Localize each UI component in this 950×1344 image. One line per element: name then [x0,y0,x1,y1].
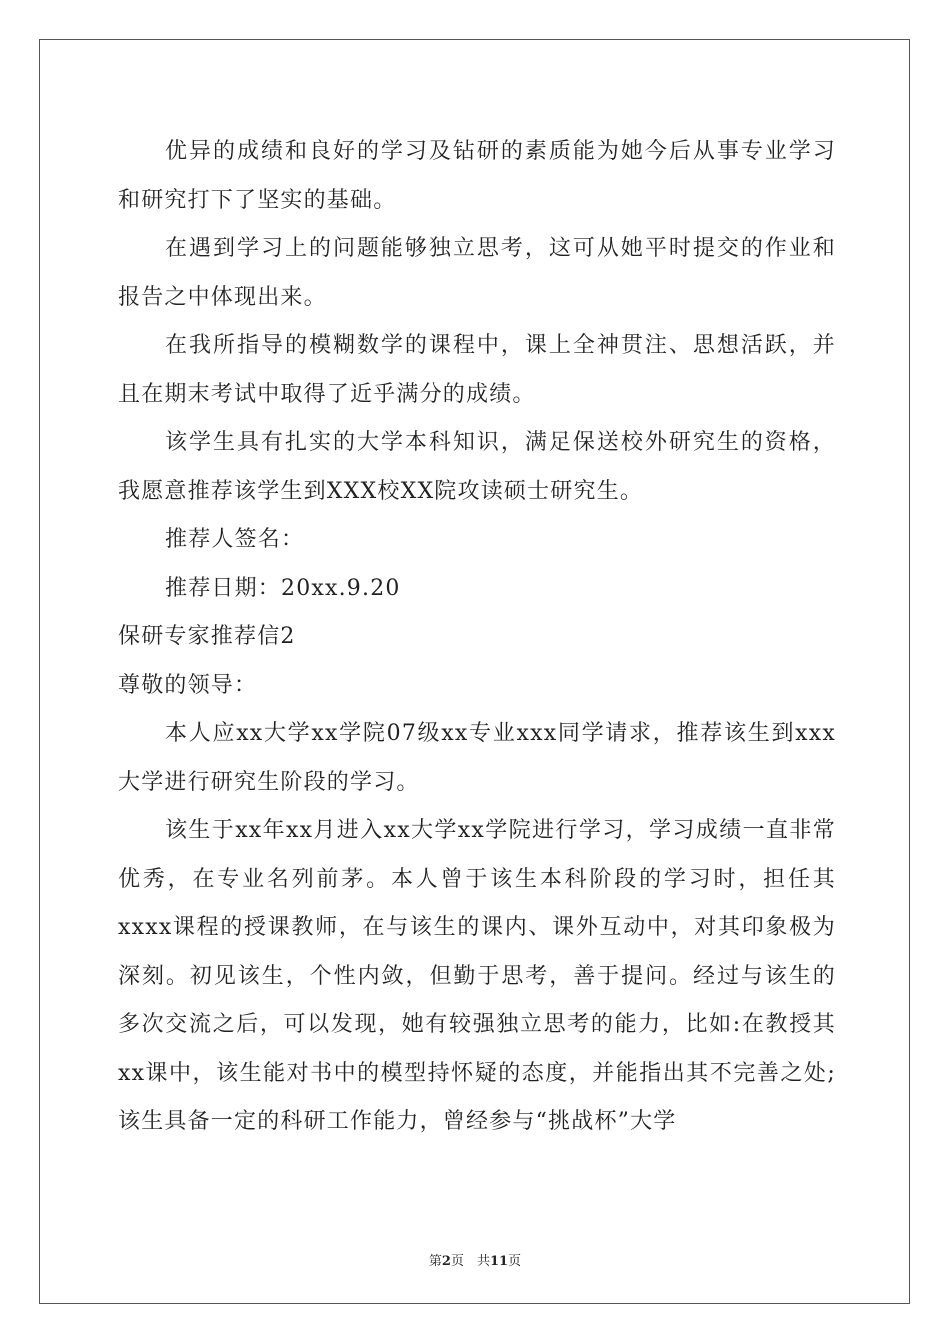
salutation: 尊敬的领导： [118,672,258,698]
paragraph: 优异的成绩和良好的学习及钻研的素质能为她今后从事专业学习和研究打下了坚实的基础。 [118,139,836,213]
total-page-count: 11 [489,1254,509,1269]
paragraph: 该学生具有扎实的大学本科知识，满足保送校外研究生的资格，我愿意推荐该学生到XXX校XX院攻读硕士研究生。 [118,430,836,504]
date-line: 推荐日期：20xx.9.20 [165,575,401,601]
paragraph: 在遇到学习上的问题能够独立思考，这可从她平时提交的作业和报告之中体现出来。 [118,236,836,310]
paragraph: 本人应xx大学xx学院07级xx专业xxx同学请求，推荐该生到xxx大学进行研究生阶段的学习。 [118,721,836,795]
footer-middle: 页 共 [450,1254,490,1269]
current-page-number: 2 [441,1254,451,1269]
page-footer [0,1250,950,1269]
footer-prefix: 第 [428,1254,442,1269]
section-title: 保研专家推荐信2 [118,624,296,649]
paragraph: 在我所指导的模糊数学的课程中，课上全神贯注、思想活跃，并且在期末考试中取得了近乎满分的成绩。 [118,333,836,407]
paragraph: 该生于xx年xx月进入xx大学xx学院进行学习，学习成绩一直非常优秀，在专业名列前茅。本人曾于该生本科阶段的学习时，担任其xxxx课程的授课教师，在与该生的课内、课外互动中，对其印象极为深刻。初见该生，个性内敛，但勤于思考，善于提问。经过与该生的多次交流之后，可以发现，她有较强独立思考的能力，比如:在教授其xx课中，该生能对书中的模型持怀疑的态度，并能指出其不完善之处;该生具备一定的科研工作能力，曾经参与“挑战杯”大学 [118,818,836,1134]
signature-line: 推荐人签名： [165,527,305,552]
footer-suffix: 页 [508,1254,522,1269]
document-body [118,128,836,1147]
